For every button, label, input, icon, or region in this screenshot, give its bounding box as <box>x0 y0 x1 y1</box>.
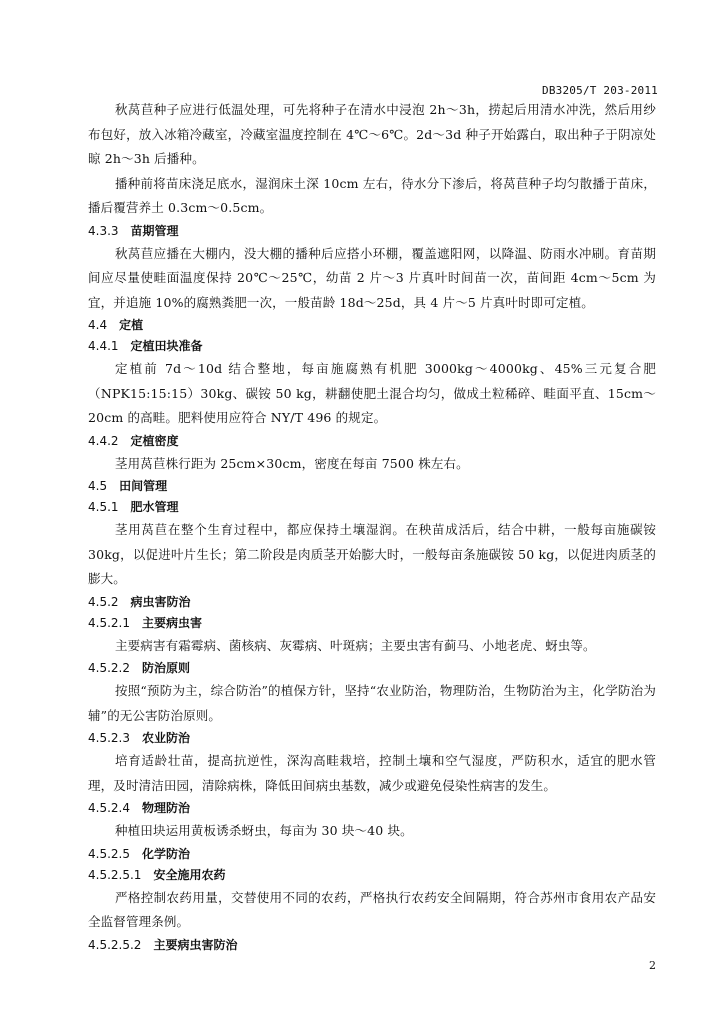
paragraph: 严格控制农药用量，交替使用不同的农药，严格执行农药安全间隔期，符合苏州市食用农产品安全监督管理条例。 <box>88 889 656 929</box>
paragraph: 茎用莴苣在整个生育过程中，都应保持土壤湿润。在秧苗成活后，结合中耕，一般每亩施碳铵 30kg，以促进叶片生长；第二阶段是肉质茎开始膨大时，一般每亩条施碳铵 50 kg，以促进肉质茎的膨大。 <box>88 522 656 586</box>
section-heading <box>88 844 656 865</box>
section-heading <box>88 865 656 886</box>
section-number: 4.5.2.2 <box>88 661 130 675</box>
section-number: 4.5.2.3 <box>88 731 130 745</box>
section-heading <box>88 613 656 634</box>
paragraph: 定植前 7d～10d 结合整地，每亩施腐熟有机肥 3000kg～4000kg、45%三元复合肥（NPK15:15:15）30kg、碳铵 50 kg，耕翻使肥土混合均匀，做成土粒稀碎、畦面平直、15cm～20cm 的高畦。肥料使用应符合 NY/T 496 的规定。 <box>88 361 656 425</box>
section-title: 定植田块准备 <box>130 339 203 353</box>
paragraph: 播种前将苗床浇足底水，湿润床土深 10cm 左右，待水分下渗后，将莴苣种子均匀散播于苗床，播后覆营养土 0.3cm～0.5cm。 <box>88 175 656 215</box>
section-heading <box>88 221 656 242</box>
section-title: 物理防治 <box>141 801 190 815</box>
section-heading <box>88 336 656 357</box>
section-title: 主要病虫害防治 <box>153 937 238 952</box>
paragraph: 茎用莴苣株行距为 25cm×30cm，密度在每亩 7500 株左右。 <box>115 455 469 471</box>
paragraph: 种植田块运用黄板诱杀蚜虫，每亩为 30 块～40 块。 <box>115 823 413 838</box>
section-heading <box>88 592 656 613</box>
page-number: 2 <box>649 959 656 972</box>
section-number: 4.5.2 <box>88 594 119 609</box>
section-number: 4.5.1 <box>88 500 119 514</box>
section-title: 主要病虫害 <box>141 615 202 630</box>
section-title: 农业防治 <box>141 731 190 745</box>
section-title: 苗期管理 <box>130 223 179 238</box>
section-number: 4.5 <box>88 479 108 493</box>
section-title: 肥水管理 <box>130 500 179 514</box>
section-number: 4.5.2.5 <box>88 846 130 861</box>
section-number: 4.5.2.5.2 <box>88 937 142 952</box>
section-heading <box>88 431 656 452</box>
section-heading <box>88 798 656 819</box>
paragraph: 秋莴苣种子应进行低温处理，可先将种子在清水中浸泡 2h～3h，捞起后用清水冲洗，然后用纱布包好，放入冰箱冷藏室，冷藏室温度控制在 4℃～6℃。2d～3d 种子开始露白，取出种子于阴凉处晾 2h～3h 后播种。 <box>88 102 656 166</box>
section-number: 4.5.2.1 <box>88 615 130 630</box>
section-heading <box>88 497 656 518</box>
paragraph: 按照“预防为主，综合防治”的植保方针，坚持“农业防治，物理防治，生物防治为主，化学防治为辅”的无公害防治原则。 <box>88 683 656 723</box>
section-title: 安全施用农药 <box>153 867 226 882</box>
section-title: 定植 <box>119 318 144 332</box>
section-number: 4.3.3 <box>88 223 119 238</box>
section-heading <box>88 315 656 336</box>
document-body <box>88 98 656 956</box>
section-title: 病虫害防治 <box>130 594 191 609</box>
section-title: 田间管理 <box>119 479 168 493</box>
section-number: 4.4 <box>88 318 108 332</box>
section-number: 4.4.2 <box>88 433 119 448</box>
section-number: 4.5.2.5.1 <box>88 867 142 882</box>
standard-code: DB3205/T 203-2011 <box>542 84 658 97</box>
section-title: 防治原则 <box>141 661 190 675</box>
section-number: 4.4.1 <box>88 339 119 353</box>
section-heading <box>88 728 656 749</box>
paragraph: 主要病害有霜霉病、菌核病、灰霉病、叶斑病；主要虫害有蓟马、小地老虎、蚜虫等。 <box>115 637 596 653</box>
section-title: 化学防治 <box>141 846 190 861</box>
paragraph: 秋莴苣应播在大棚内，没大棚的播种后应搭小环棚，覆盖遮阳网，以降温、防雨水冲刷。育苗期间应尽量使畦面温度保持 20℃～25℃，幼苗 2 片～3 片真叶时间苗一次，苗间距 4cm～5cm 为宜，并追施 10%的腐熟粪肥一次，一般苗龄 18d～25d，具 4 片～5 片真叶时即可定植。 <box>88 245 656 310</box>
section-heading <box>88 658 656 679</box>
section-title: 定植密度 <box>130 433 179 448</box>
section-heading <box>88 935 656 956</box>
section-number: 4.5.2.4 <box>88 801 130 815</box>
section-heading <box>88 476 656 497</box>
paragraph: 培育适龄壮苗，提高抗逆性，深沟高畦栽培，控制土壤和空气湿度，严防积水，适宜的肥水管理，及时清洁田园，清除病株，降低田间病虫基数，减少或避免侵染性病害的发生。 <box>88 753 656 793</box>
